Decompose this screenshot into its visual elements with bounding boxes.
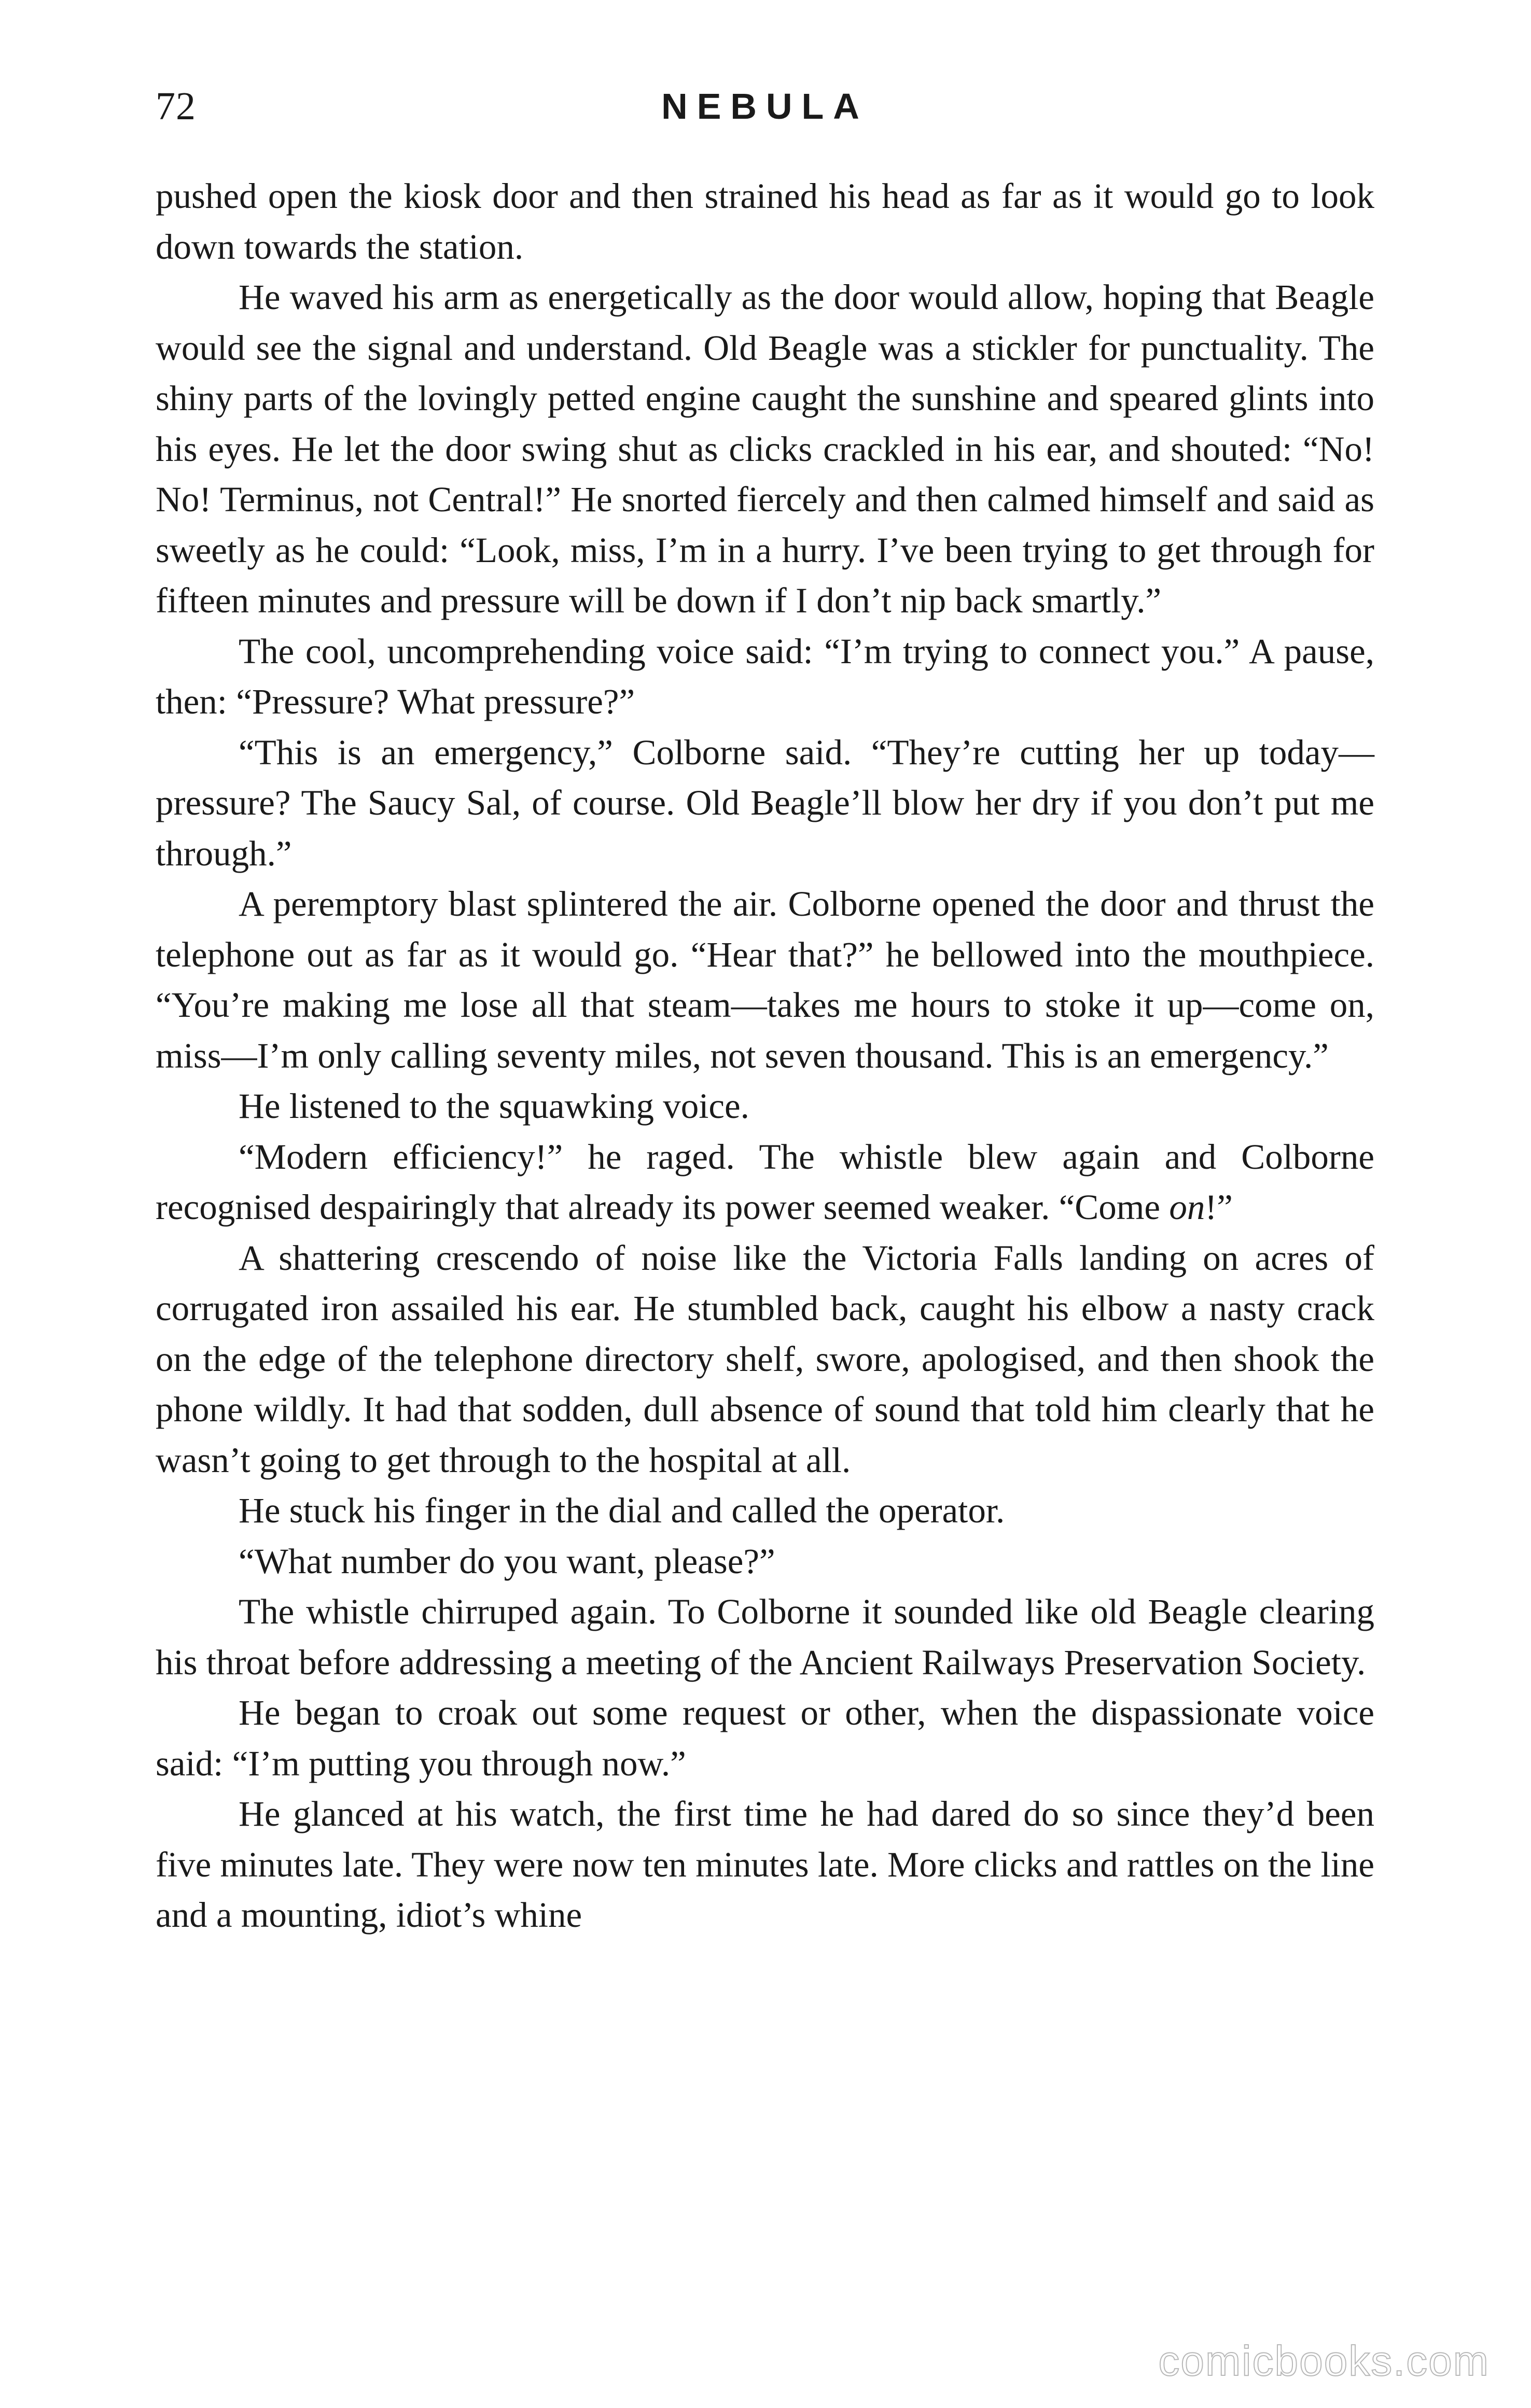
watermark: comicbooks.com	[1158, 2337, 1490, 2385]
page-number: 72	[156, 85, 196, 128]
paragraph: pushed open the kiosk door and then strained his head as far as it would go to look down towards the station.	[156, 176, 1374, 267]
paragraph: The cool, uncomprehending voice said: “I’m trying to connect you.” A pause, then: “Pressure? What pressure?”	[156, 631, 1374, 721]
body-text	[156, 171, 1374, 1941]
paragraph: He listened to the squawking voice.	[239, 1086, 749, 1126]
paragraph: The whistle chirruped again. To Colborne it sounded like old Beagle clearing his throat before addressing a meeting of the Ancient Railways Preservation Society.	[156, 1592, 1374, 1682]
paragraph: He stuck his finger in the dial and called the operator.	[239, 1491, 1005, 1530]
paragraph: A peremptory blast splintered the air. Colborne opened the door and thrust the telephone out as far as it would go. “Hear that?” he bellowed into the mouthpiece. “You’re making me lose all that steam—takes me hours to stoke it up—come on, miss—I’m only calling seventy miles, not seven thousand. This is an emergency.”	[156, 884, 1374, 1075]
running-title: NEBULA	[661, 86, 869, 127]
paragraph: “This is an emergency,” Colborne said. “They’re cutting her up today—pressure? The Saucy Sal, of course. Old Beagle’ll blow her dry if you don’t put me through.”	[156, 732, 1374, 873]
paragraph: He glanced at his watch, the first time he had dared do so since they’d been five minutes late. They were now ten minutes late. More clicks and rattles on the line and a mounting, idiot’s whine	[156, 1794, 1374, 1935]
paragraph-text: “Modern efficiency!” he raged. The whistle blew again and Colborne recognised despairingly that already its power seemed weaker. “Come	[156, 1137, 1374, 1227]
paragraph: He began to croak out some request or other, when the dispassionate voice said: “I’m putting you through now.”	[156, 1693, 1374, 1783]
paragraph	[156, 1132, 1374, 1233]
emphasis-text: on	[1169, 1187, 1205, 1227]
paragraph-text: !”	[1205, 1187, 1233, 1227]
paragraph: He waved his arm as energetically as the door would allow, hoping that Beagle would see the signal and understand. Old Beagle was a stickler for punctuality. The shiny parts of the lovingly petted engine caught the sunshine and speared glints into his eyes. He let the door swing shut as clicks crackled in his ear, and shouted: “No! No! Terminus, not Central!” He snorted fiercely and then calmed himself and said as sweetly as he could: “Look, miss, I’m in a hurry. I’ve been trying to get through for fifteen minutes and pressure will be down if I don’t nip back smartly.”	[156, 277, 1374, 620]
paragraph: “What number do you want, please?”	[239, 1541, 775, 1581]
paragraph: A shattering crescendo of noise like the Victoria Falls landing on acres of corrugated iron assailed his ear. He stumbled back, caught his elbow a nasty crack on the edge of the telephone directory shelf, swore, apologised, and then shook the phone wildly. It had that sodden, dull absence of sound that told him clearly that he wasn’t going to get through to the hospital at all.	[156, 1238, 1374, 1480]
running-head	[156, 78, 1374, 135]
